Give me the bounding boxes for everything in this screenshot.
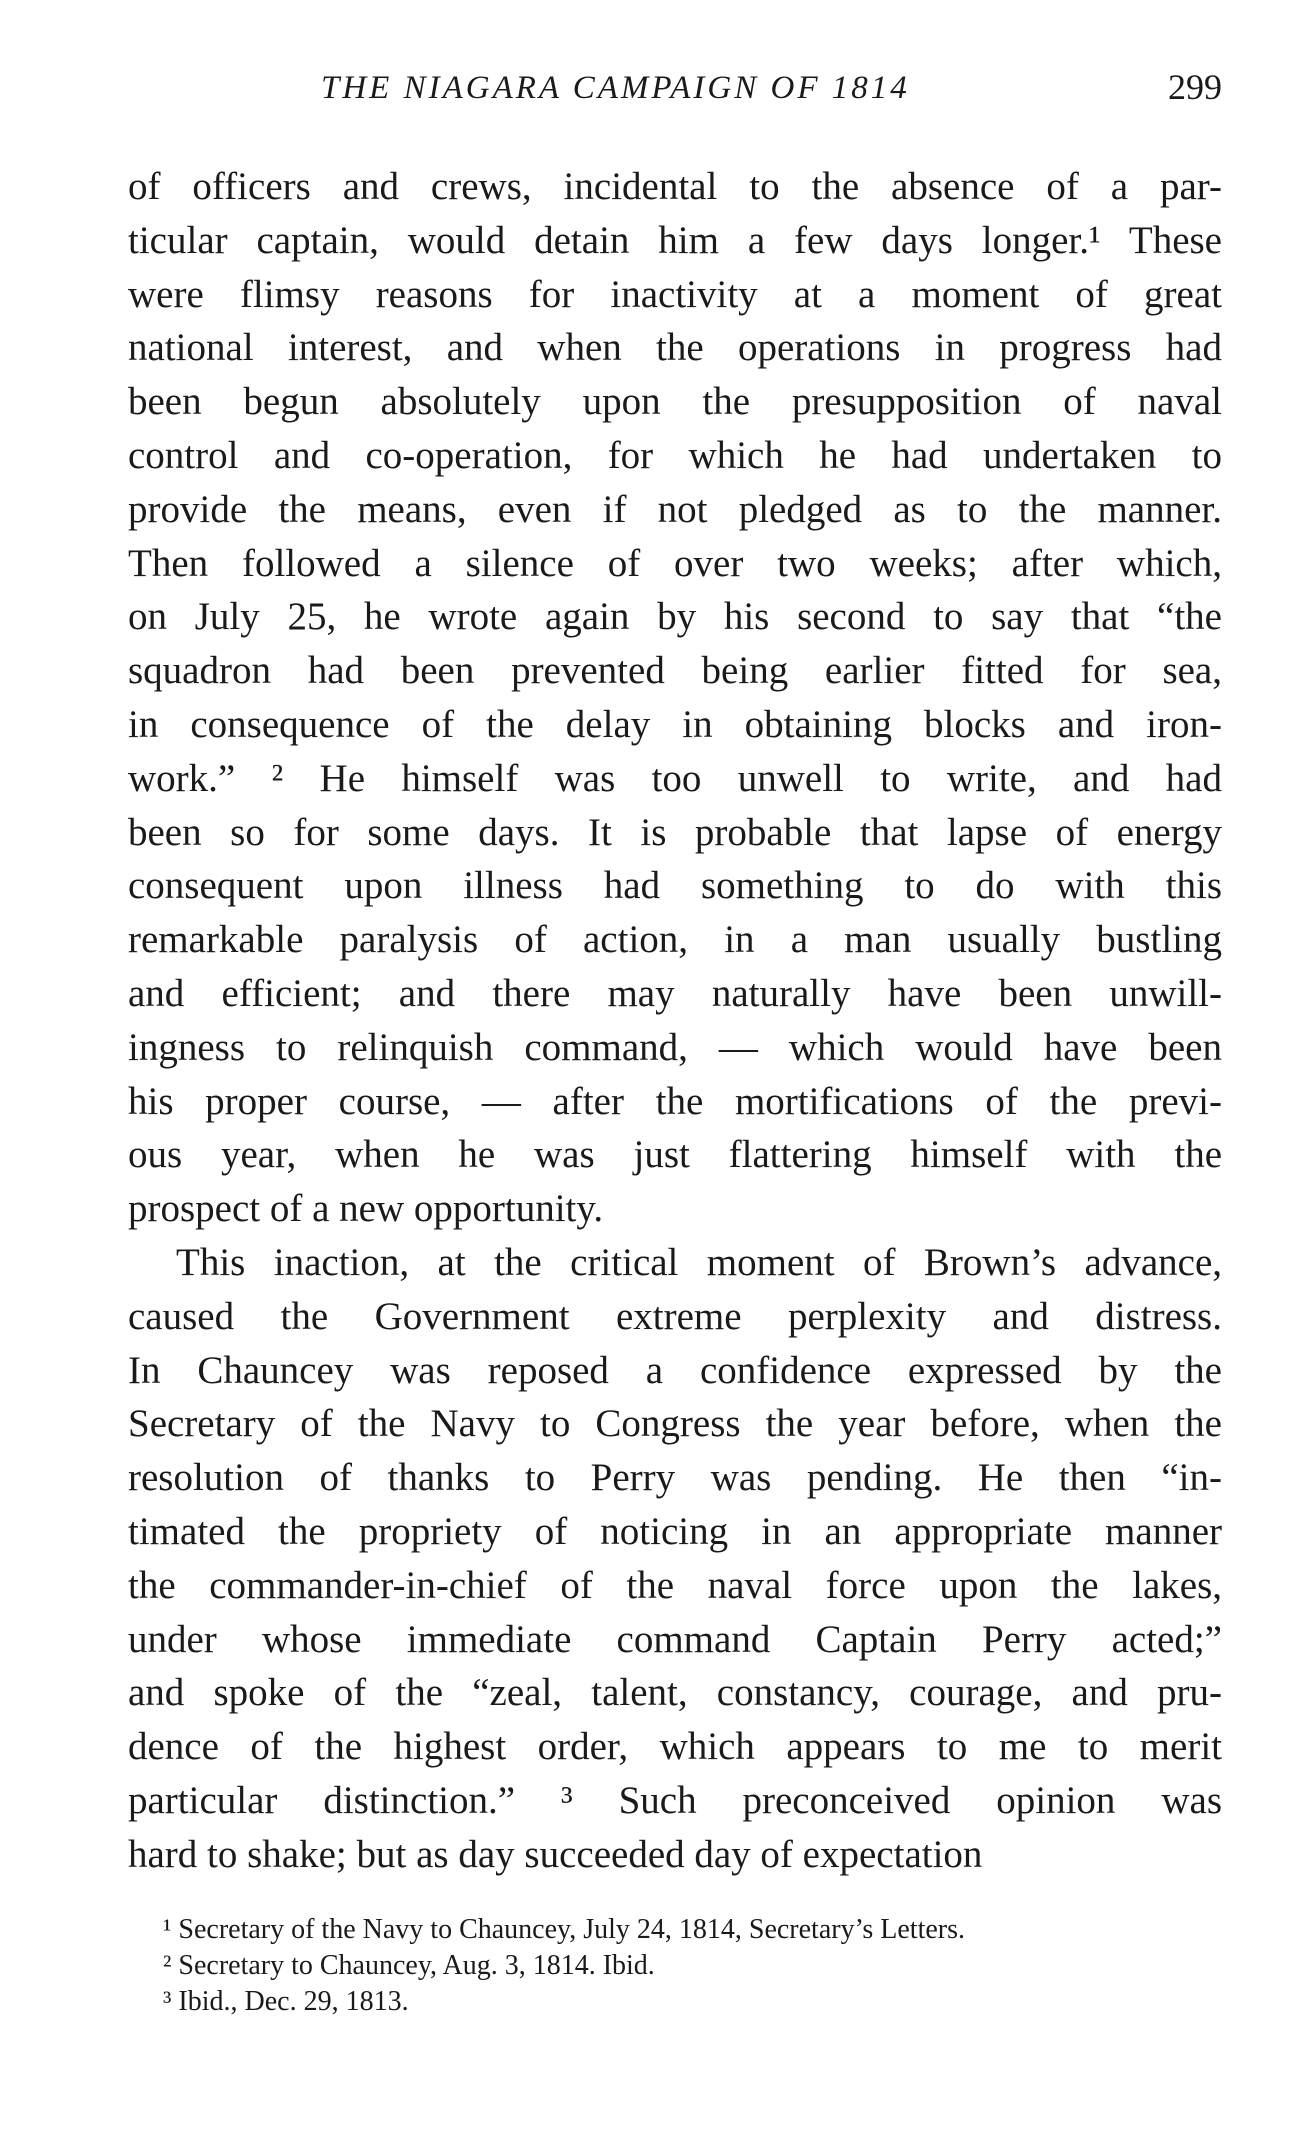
body-text <box>128 160 1222 1882</box>
text-line: dence of the highest order, which appears to me to merit <box>128 1725 1222 1769</box>
text-line: in consequence of the delay in obtaining blocks and iron- <box>128 702 1222 746</box>
text-line: caused the Government extreme perplexity and distress. <box>128 1294 1222 1338</box>
text-line: hard to shake; but as day succeeded day of expectation <box>128 1832 983 1876</box>
text-line: resolution of thanks to Perry was pending. He then “in- <box>128 1456 1222 1500</box>
text-line: control and co-operation, for which he had undertaken to <box>128 433 1222 477</box>
paragraph-1 <box>128 160 1222 1236</box>
footnote-3: ³ Ibid., Dec. 29, 1813. <box>163 1985 409 2017</box>
text-line: the commander-in-chief of the naval force upon the lakes, <box>128 1563 1222 1607</box>
text-line: squadron had been prevented being earlier fitted for sea, <box>128 649 1222 693</box>
paragraph-2 <box>128 1236 1222 1882</box>
page-header <box>128 67 1222 122</box>
text-line: of officers and crews, incidental to the absence of a par- <box>128 165 1222 208</box>
text-line: work.” ² He himself was too unwell to write, and had <box>128 756 1222 800</box>
text-line: been begun absolutely upon the presupposition of naval <box>128 380 1222 424</box>
text-line: and efficient; and there may naturally have been unwill- <box>128 971 1222 1015</box>
footnote-2: ² Secretary to Chauncey, Aug. 3, 1814. Ibid. <box>163 1949 655 1981</box>
text-line: In Chauncey was reposed a confidence expressed by the <box>128 1348 1222 1392</box>
text-line: consequent upon illness had something to do with this <box>128 864 1222 908</box>
text-line: under whose immediate command Captain Perry acted;” <box>128 1617 1222 1661</box>
text-line: ticular captain, would detain him a few days longer.¹ These <box>128 218 1222 262</box>
text-line: remarkable paralysis of action, in a man usually bustling <box>128 918 1222 962</box>
text-line: particular distinction.” ³ Such preconceived opinion was <box>128 1778 1222 1822</box>
running-title: THE NIAGARA CAMPAIGN OF 1814 <box>321 70 910 106</box>
text-line: Then followed a silence of over two weeks; after which, <box>128 541 1222 585</box>
text-line: national interest, and when the operations in progress had <box>128 326 1222 370</box>
text-line: ous year, when he was just flattering himself with the <box>128 1133 1222 1177</box>
text-line: This inaction, at the critical moment of Brown’s advance, <box>176 1240 1222 1284</box>
footnote-1: ¹ Secretary of the Navy to Chauncey, July 24, 1814, Secretary’s Letters. <box>163 1913 966 1945</box>
text-line: and spoke of the “zeal, talent, constancy, courage, and pru- <box>128 1671 1222 1715</box>
text-line: his proper course, — after the mortifications of the previ- <box>128 1079 1222 1123</box>
text-line: ingness to relinquish command, — which would have been <box>128 1025 1222 1069</box>
text-line: timated the propriety of noticing in an appropriate manner <box>128 1509 1222 1553</box>
text-line: on July 25, he wrote again by his second to say that “the <box>128 595 1222 639</box>
text-line: prospect of a new opportunity. <box>128 1187 604 1231</box>
text-line: Secretary of the Navy to Congress the year before, when the <box>128 1402 1222 1446</box>
text-line: provide the means, even if not pledged as to the manner. <box>128 487 1222 531</box>
book-page <box>128 67 1222 2020</box>
text-line: were flimsy reasons for inactivity at a moment of great <box>128 272 1222 316</box>
page-number: 299 <box>1168 67 1222 107</box>
text-line: been so for some days. It is probable that lapse of energy <box>128 810 1222 854</box>
footnotes <box>128 1912 1222 2020</box>
